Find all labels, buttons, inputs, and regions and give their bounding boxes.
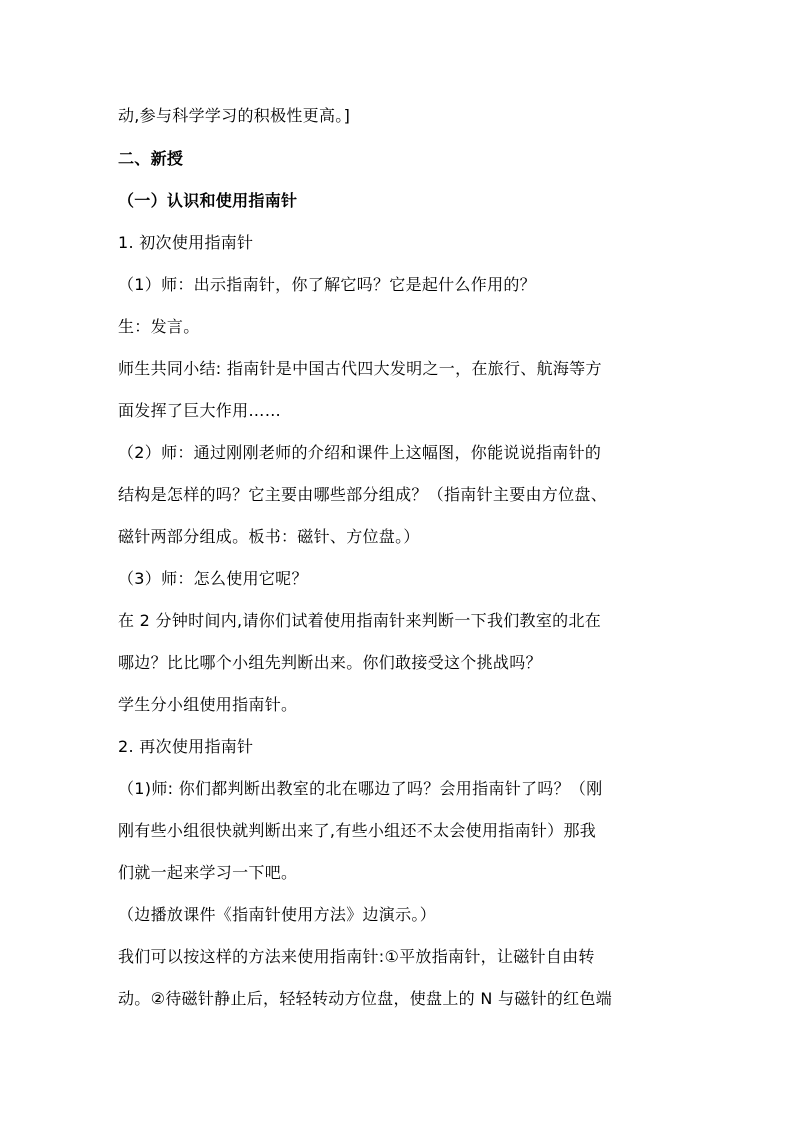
text-line: 面发挥了巨大作用…… [118,401,282,420]
section-heading: 二、新授 [118,149,184,168]
numbered-heading: 2. 再次使用指南针 [118,737,254,756]
numbered-heading: 1. 初次使用指南针 [118,233,254,252]
text-line: 生：发言。 [118,317,200,336]
text-line: 哪边？比比哪个小组先判断出来。你们敢接受这个挑战吗？ [118,653,542,672]
text-line: 们就一起来学习一下吧。 [118,863,298,882]
text-line: （边播放课件《指南针使用方法》边演示。） [118,905,437,924]
subsection-heading: （一）认识和使用指南针 [118,191,298,210]
text-line: （1）师：出示指南针，你了解它吗？它是起什么作用的？ [118,275,536,294]
text-line: 动,参与科学学习的积极性更高。] [118,106,351,125]
text-line: （2）师：通过刚刚老师的介绍和课件上这幅图，你能说说指南针的 [118,443,602,462]
text-line: 结构是怎样的吗？它主要由哪些部分组成？（指南针主要由方位盘、 [118,485,608,504]
text-line: 在 2 分钟时间内,请你们试着使用指南针来判断一下我们教室的北在 [118,611,602,630]
text-line: 刚有些小组很快就判断出来了,有些小组还不太会使用指南针）那我 [118,821,597,840]
text-line: （3）师：怎么使用它呢？ [118,569,308,588]
text-line: 我们可以按这样的方法来使用指南针:①平放指南针，让磁针自由转 [118,947,595,966]
text-line: （1)师: 你们都判断出教室的北在哪边了吗？会用指南针了吗？（刚 [118,779,603,798]
text-line: 磁针两部分组成。板书：磁针、方位盘。） [118,527,420,546]
text-line: 动。②待磁针静止后，轻轻转动方位盘，使盘上的 N 与磁针的红色端 [118,989,613,1008]
text-line: 师生共同小结: 指南针是中国古代四大发明之一，在旅行、航海等方 [118,359,602,378]
text-line: 学生分小组使用指南针。 [118,695,298,714]
